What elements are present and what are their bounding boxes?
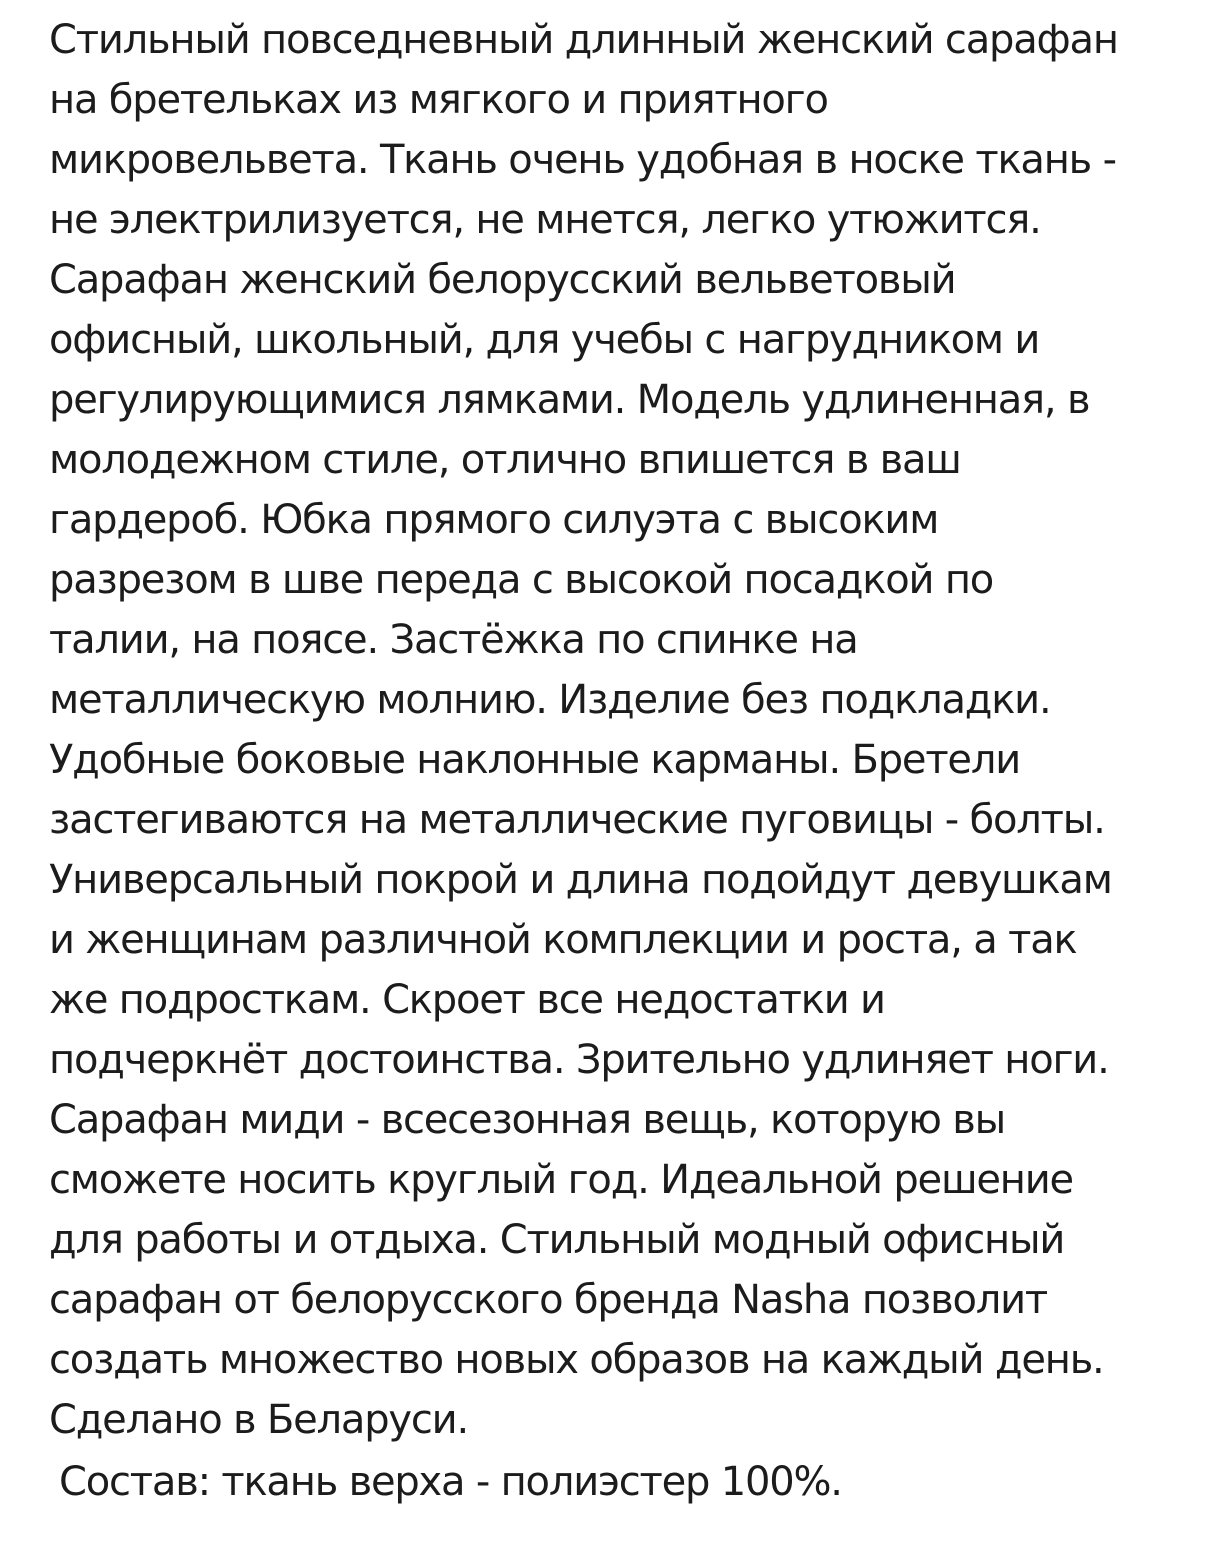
description-line: застегиваются на металлические пуговицы - болты. — [49, 797, 1105, 843]
product-description — [49, 10, 1199, 1512]
description-line: Стильный повседневный длинный женский сарафан — [49, 17, 1118, 63]
description-line: на бретельках из мягкого и приятного — [49, 77, 828, 123]
description-line: создать множество новых образов на каждый день. — [49, 1337, 1104, 1383]
description-line: Удобные боковые наклонные карманы. Бретели — [49, 737, 1020, 783]
description-line: офисный, школьный, для учебы с нагрудником и — [49, 317, 1040, 363]
description-line: разрезом в шве переда с высокой посадкой по — [49, 557, 994, 603]
description-line: не электрилизуется, не мнется, легко утюжится. — [49, 197, 1041, 243]
description-line: Сарафан миди - всесезонная вещь, которую вы — [49, 1097, 1005, 1143]
description-line: гардероб. Юбка прямого силуэта с высоким — [49, 497, 939, 543]
description-line: Сарафан женский белорусский вельветовый — [49, 257, 956, 303]
description-line: и женщинам различной комплекции и роста, а так — [49, 917, 1077, 963]
description-line: микровельвета. Ткань очень удобная в носке ткань - — [49, 137, 1116, 183]
description-line: Сделано в Беларуси. — [49, 1397, 468, 1443]
description-line: сарафан от белорусского бренда Nasha позволит — [49, 1277, 1048, 1323]
description-line: Универсальный покрой и длина подойдут девушкам — [49, 857, 1112, 903]
description-line: же подросткам. Скроет все недостатки и — [49, 977, 885, 1023]
description-line: подчеркнёт достоинства. Зрительно удлиняет ноги. — [49, 1037, 1109, 1083]
composition-line: Состав: ткань верха - полиэстер 100%. — [59, 1459, 842, 1505]
description-line: металлическую молнию. Изделие без подкладки. — [49, 677, 1051, 723]
description-line: для работы и отдыха. Стильный модный офисный — [49, 1217, 1065, 1263]
description-line: сможете носить круглый год. Идеальной решение — [49, 1157, 1073, 1203]
description-line: молодежном стиле, отлично впишется в ваш — [49, 437, 961, 483]
description-line: регулирующимися лямками. Модель удлиненная, в — [49, 377, 1090, 423]
description-line: талии, на поясе. Застёжка по спинке на — [49, 617, 858, 663]
